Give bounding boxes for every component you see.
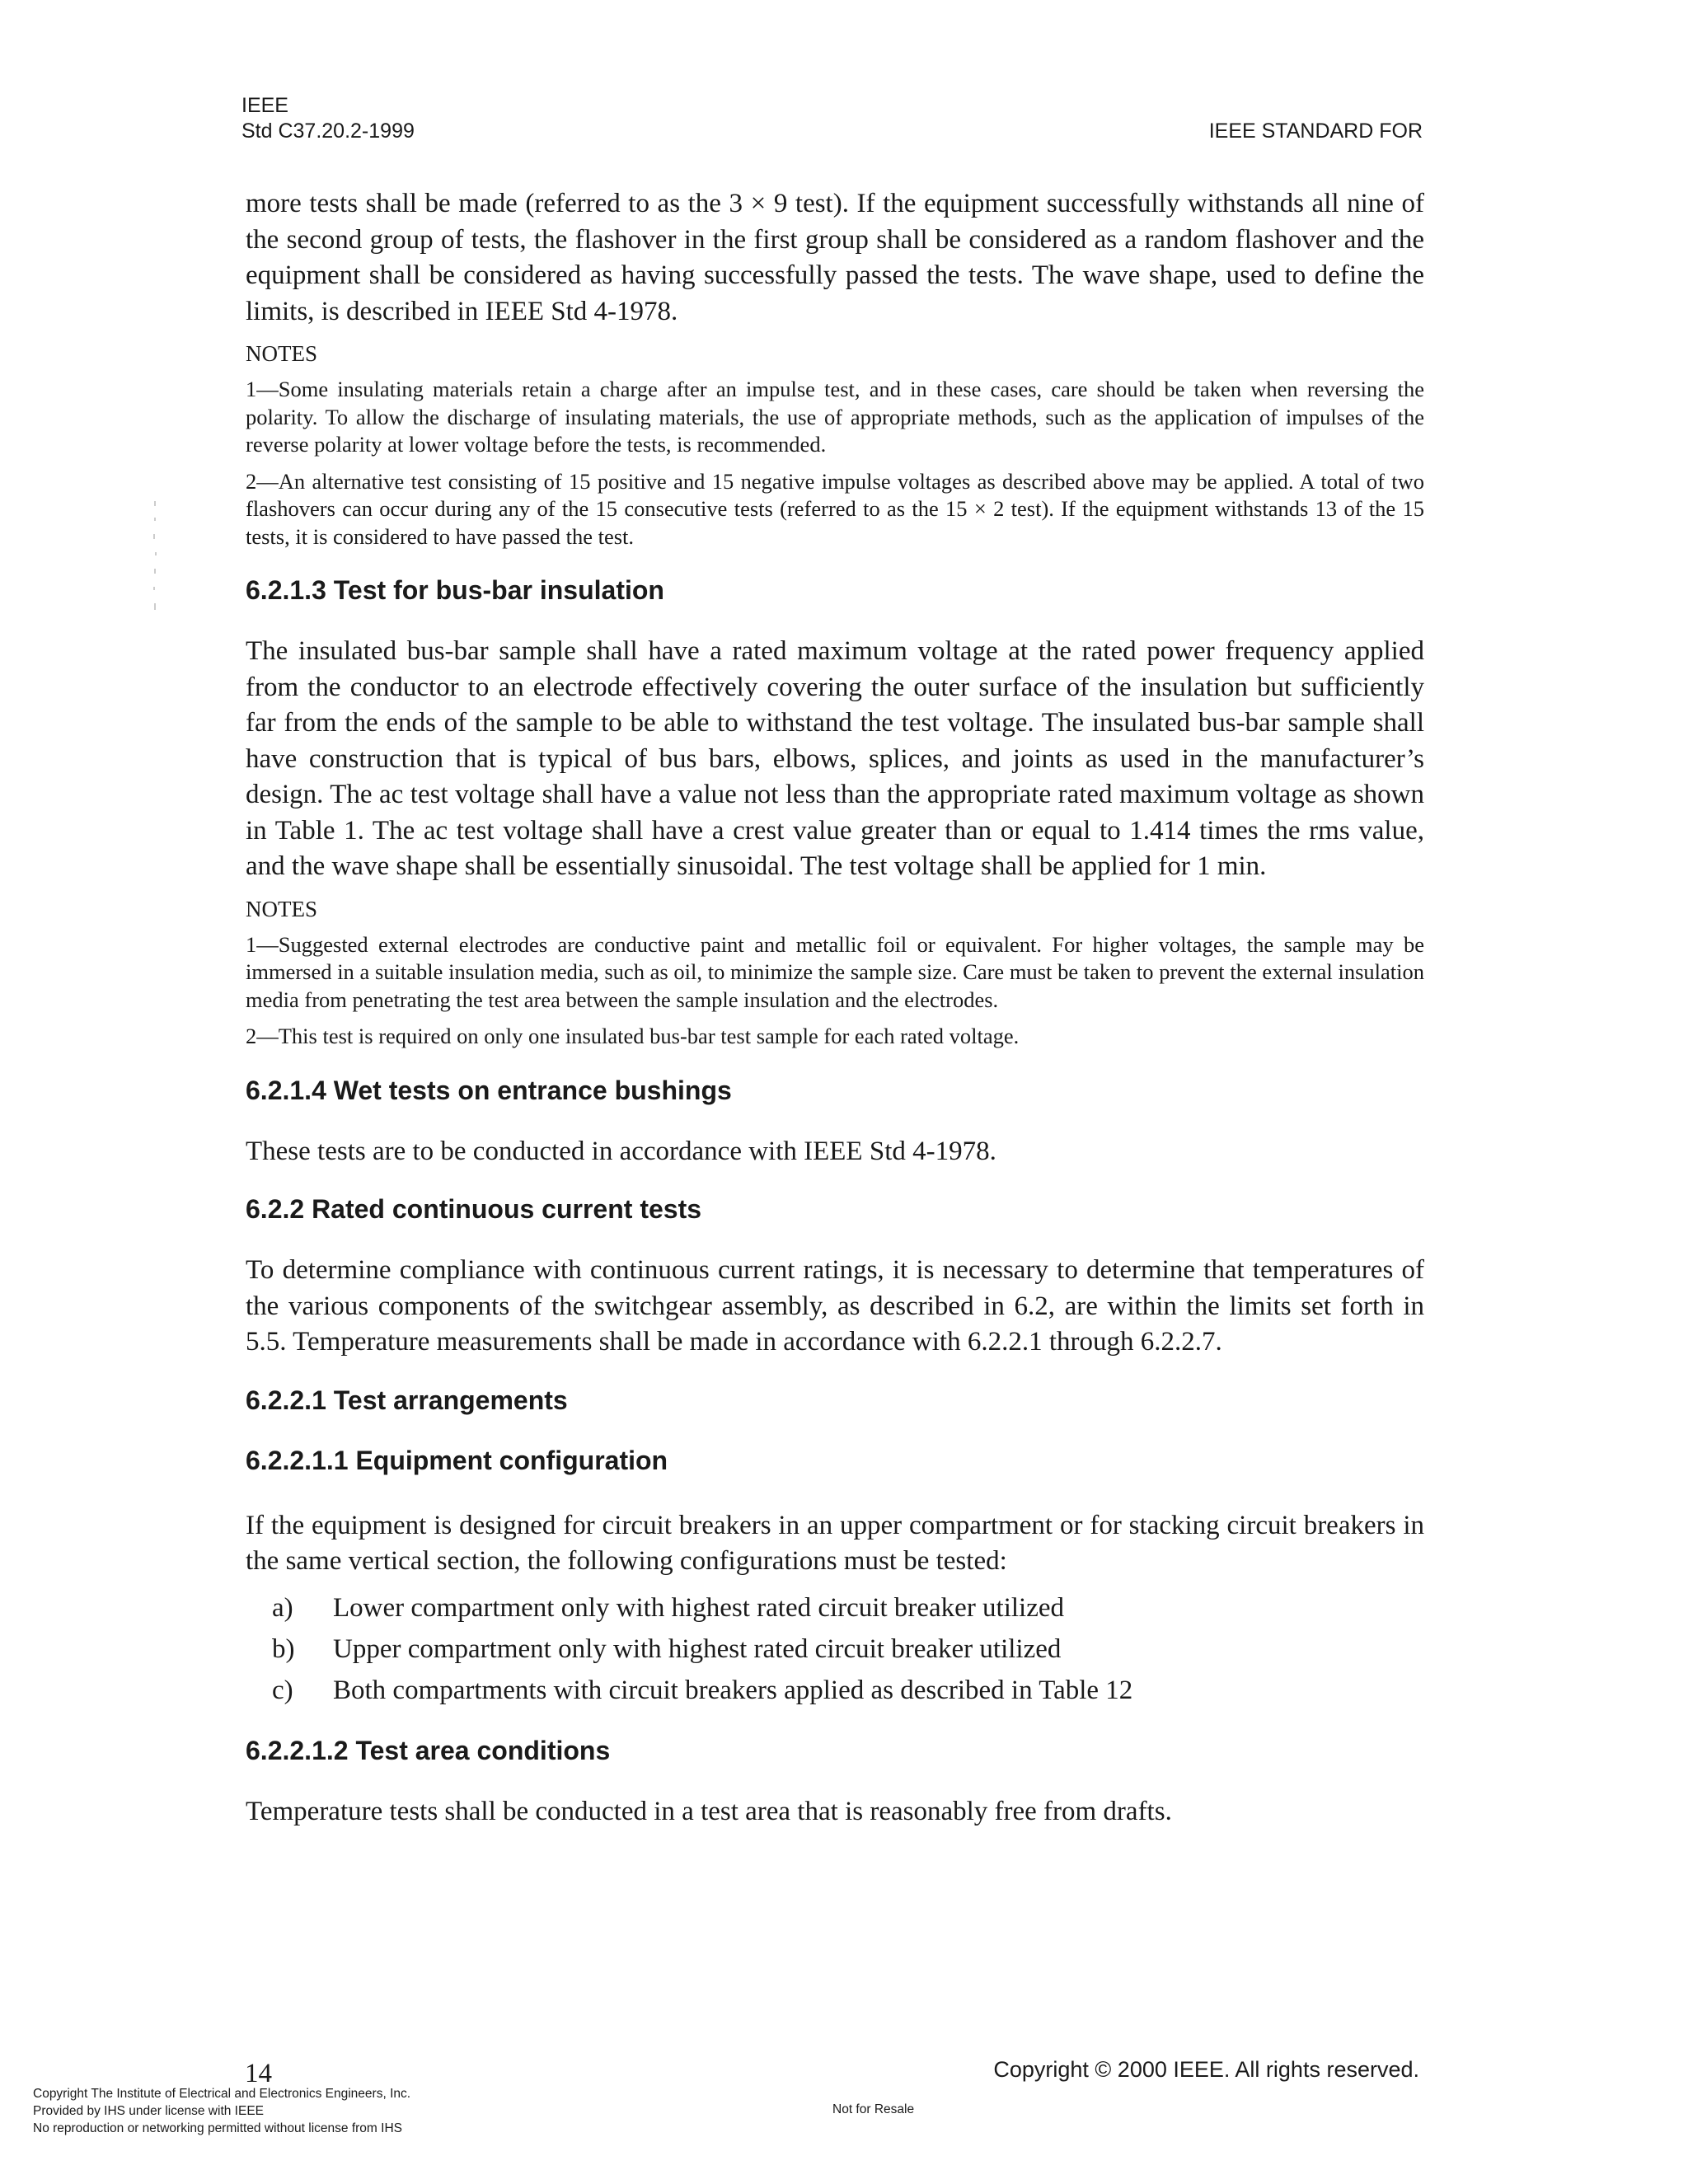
running-header-left xyxy=(241,93,415,144)
notes-label: NOTES xyxy=(246,341,317,366)
margin-scan-marks xyxy=(150,501,160,616)
notes-label: NOTES xyxy=(246,896,317,921)
configuration-list xyxy=(246,1587,1424,1711)
list-item-text: Upper compartment only with highest rated circuit breaker utilized xyxy=(333,1633,1062,1664)
list-item xyxy=(246,1629,1424,1670)
intro-paragraph: more tests shall be made (referred to as the 3 × 9 test). If the equipment successfully withstands all nine of the second group of tests, the flashover in the first group shall be considered as a random flashover and the equipment shall be considered as having successfully passed the tests. The wave shape, used to define the limits, is described in IEEE Std 4-1978. xyxy=(246,189,1424,326)
copyright-notice: Copyright © 2000 IEEE. All rights reserved. xyxy=(993,2057,1419,2082)
section-heading-6-2-1-3: 6.2.1.3 Test for bus-bar insulation xyxy=(246,575,664,605)
list-item xyxy=(246,1587,1424,1629)
section-heading-6-2-2: 6.2.2 Rated continuous current tests xyxy=(246,1194,702,1224)
section-heading-6-2-2-1-1: 6.2.2.1.1 Equipment configuration xyxy=(246,1445,668,1475)
note-item: 2—This test is required on only one insulated bus-bar test sample for each rated voltage. xyxy=(246,1024,1020,1048)
section-paragraph: Temperature tests shall be conducted in a test area that is reasonably free from drafts. xyxy=(246,1796,1172,1826)
page-number: 14 xyxy=(245,2059,272,2088)
list-item xyxy=(246,1670,1424,1711)
header-org: IEEE xyxy=(241,94,288,117)
section-heading-6-2-1-4: 6.2.1.4 Wet tests on entrance bushings xyxy=(246,1075,732,1105)
section-heading-6-2-2-1-2: 6.2.2.1.2 Test area conditions xyxy=(246,1735,611,1765)
note-item: 1—Suggested external electrodes are conductive paint and metallic foil or equivalent. For higher voltages, the sample may be immersed in a suitable insulation media, such as oil, to minimize the sample size. Care must be taken to prevent the external insulation media from penetrating the test area between the sample insulation and the electrodes. xyxy=(246,931,1424,1012)
section-paragraph: These tests are to be conducted in accordance with IEEE Std 4-1978. xyxy=(246,1136,996,1166)
list-item-text: Lower compartment only with highest rated circuit breaker utilized xyxy=(333,1592,1065,1623)
ihs-line: No reproduction or networking permitted without license from IHS xyxy=(33,2121,402,2135)
note-item: 2—An alternative test consisting of 15 positive and 15 negative impulse voltages as described above may be applied. A total of two flashovers can occur during any of the 15 consecutive tests (referred to as the 15 × 2 test). If the equipment withstands 13 of the 15 tests, it is considered to have passed the test. xyxy=(246,468,1424,549)
ihs-line: Provided by IHS under license with IEEE xyxy=(33,2104,264,2118)
list-item-label: c) xyxy=(272,1675,293,1705)
list-item-label: a) xyxy=(272,1592,293,1623)
ihs-license-footer xyxy=(33,2085,410,2137)
header-std-number: Std C37.20.2-1999 xyxy=(241,120,415,143)
running-header-right: IEEE STANDARD FOR xyxy=(1208,120,1423,143)
section-paragraph: The insulated bus-bar sample shall have a rated maximum voltage at the rated power frequency applied from the conductor to an electrode effectively covering the outer surface of the insulation but sufficiently far from the ends of the sample to be able to withstand the test voltage. The insulated bus-bar sample shall have construction that is typical of bus bars, elbows, splices, and joints as used in the manufacturer’s design. The ac test voltage shall have a value not less than the appropriate rated maximum voltage as shown in Table 1. The ac test voltage shall have a crest value greater than or equal to 1.414 times the rms value, and the wave shape shall be essentially sinusoidal. The test voltage shall be applied for 1 min. xyxy=(246,636,1424,881)
list-item-text: Both compartments with circuit breakers applied as described in Table 12 xyxy=(333,1675,1133,1705)
note-item: 1—Some insulating materials retain a charge after an impulse test, and in these cases, care should be taken when reversing the polarity. To allow the discharge of insulating materials, the use of appropriate methods, such as the application of impulses of the reverse polarity at lower voltage before the tests, is recommended. xyxy=(246,377,1424,457)
not-for-resale-label: Not for Resale xyxy=(832,2102,915,2116)
ihs-line: Copyright The Institute of Electrical and Electronics Engineers, Inc. xyxy=(33,2087,411,2101)
document-body xyxy=(246,186,1424,1830)
section-paragraph: To determine compliance with continuous current ratings, it is necessary to determine that temperatures of the various components of the switchgear assembly, as described in 6.2, are within the limits set forth in 5.5. Temperature measurements shall be made in accordance with 6.2.2.1 through 6.2.2.7. xyxy=(246,1255,1424,1357)
list-item-label: b) xyxy=(272,1633,295,1664)
section-paragraph: If the equipment is designed for circuit breakers in an upper compartment or for stacking circuit breakers in the same vertical section, the following configurations must be tested: xyxy=(246,1510,1424,1576)
section-heading-6-2-2-1: 6.2.2.1 Test arrangements xyxy=(246,1385,568,1415)
